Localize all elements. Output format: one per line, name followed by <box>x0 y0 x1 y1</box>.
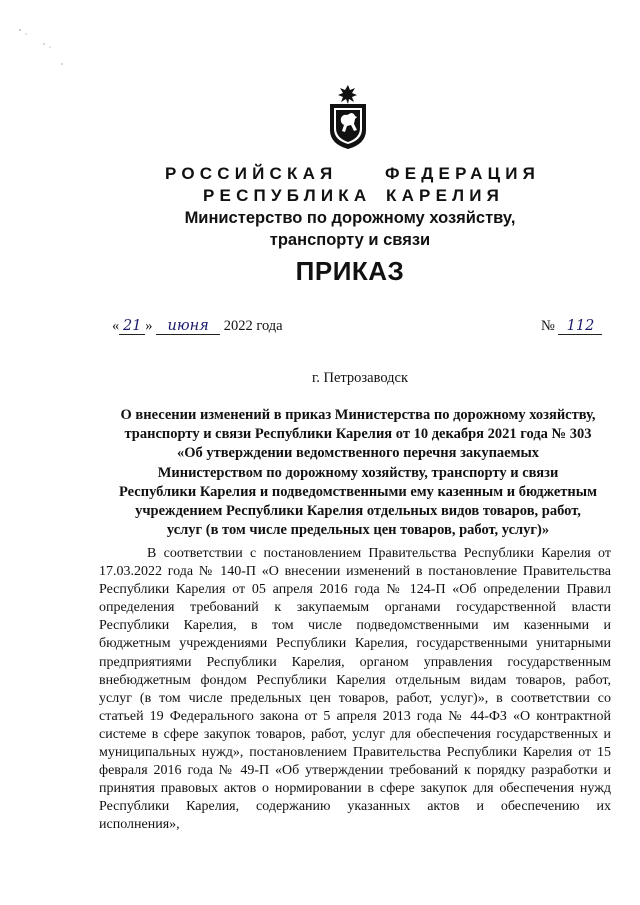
country-heading <box>165 164 540 184</box>
document-title <box>98 406 618 540</box>
karelia-coat-of-arms-icon <box>327 84 369 150</box>
body-line: услуг (в том числе предельных цен товаров, работ, услуг)», в соответствии со <box>99 690 611 706</box>
date-day: 21 <box>119 318 145 335</box>
body-line: определения требований к закупаемым органами государственной власти <box>99 600 611 616</box>
date-year: 2022 года <box>223 318 283 334</box>
title-line: услуг (в том числе предельных цен товаров, работ, услуг)» <box>166 522 550 539</box>
city-line: г. Петрозаводск <box>311 370 409 386</box>
body-line: исполнения», <box>99 817 180 833</box>
body-line: принятия правовых актов о нормировании в сфере закупок для обеспечения нужд <box>99 781 611 797</box>
ministry-line-2: транспорту и связи <box>269 231 431 249</box>
body-line: внебюджетным фондом Республики Карелия отдельным видам товаров, работ, <box>99 672 611 688</box>
body-line: февраля 2016 года № 49-П «Об утверждении требований к порядку разработки и <box>99 763 611 779</box>
document-date <box>112 318 283 335</box>
body-line: Республики Карелия от 05 апреля 2016 года № 124-П «Об определении Правил <box>99 582 611 598</box>
title-line: О внесении изменений в приказ Министерства по дорожному хозяйству, <box>120 407 596 423</box>
body-line: бюджетным учреждениями Республики Карелия, государственными унитарными <box>99 636 611 652</box>
ministry-name <box>150 207 550 251</box>
number-label: № <box>541 318 555 334</box>
body-line: муниципальных нужд», постановлением Правительства Республики Карелия от 15 <box>99 745 611 761</box>
republic-word-2: КАРЕЛИЯ <box>386 186 505 205</box>
title-line: «Об утверждении ведомственного перечня закупаемых <box>176 445 540 462</box>
body-line: В соответствии с постановлением Правительства Республики Карелия от <box>147 546 611 561</box>
body-paragraph <box>99 545 611 835</box>
republic-heading <box>203 186 533 206</box>
body-line: предприятиями Республики Карелия, органом управления государственным <box>99 654 611 670</box>
body-line: 17.03.2022 года № 140-П «О внесении изменений в постановление Правительства <box>99 564 611 580</box>
body-line: Республики Карелия, содержанию указанных актов и обеспечению их <box>99 799 611 815</box>
date-close-quote: » <box>145 318 153 334</box>
number-value: 112 <box>558 318 602 335</box>
title-line: учреждением Республики Карелия отдельных видов товаров, работ, <box>135 503 581 520</box>
scan-artifact <box>14 20 84 80</box>
date-month: июня <box>156 318 220 335</box>
document-number <box>541 318 602 335</box>
document-type: ПРИКАЗ <box>295 256 405 286</box>
country-word-1: РОССИЙСКАЯ <box>165 164 338 183</box>
body-line: статьей 19 Федерального закона от 5 апреля 2013 года № 44-ФЗ «О контрактной <box>99 708 611 724</box>
title-line: транспорту и связи Республики Карелия от 10 декабря 2021 года № 303 <box>124 426 592 443</box>
date-open-quote: « <box>112 318 120 334</box>
body-line: системе в сфере закупок товаров, работ, услуг для обеспечения государственных и <box>99 726 611 742</box>
country-word-2: ФЕДЕРАЦИЯ <box>385 164 541 183</box>
ministry-line-1: Министерство по дорожному хозяйству, <box>184 209 516 227</box>
title-line: Республики Карелия и подведомственными ему казенным и бюджетным <box>119 483 597 500</box>
title-line: Министерством по дорожному хозяйству, транспорту и связи <box>157 464 559 481</box>
republic-word-1: РЕСПУБЛИКА <box>203 186 372 205</box>
body-line: Республики Карелия, в том числе подведомственными им казенными и <box>99 618 611 634</box>
